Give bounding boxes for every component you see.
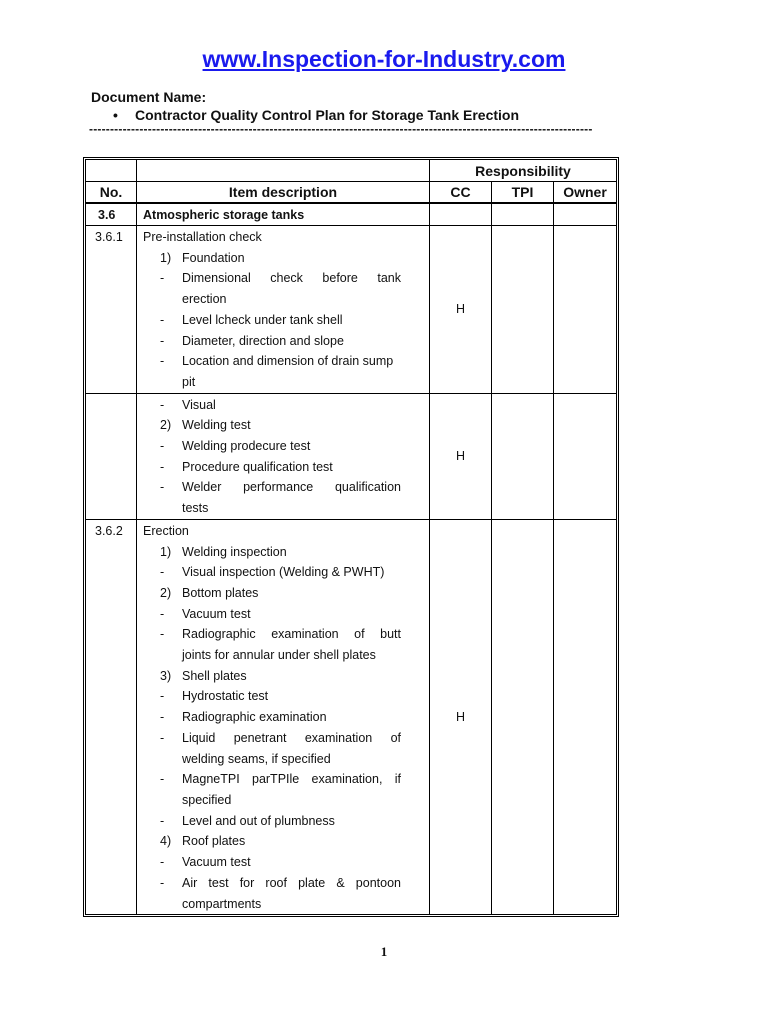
list-marker: - — [160, 689, 165, 704]
list-item-text: Bottom plates — [182, 585, 259, 600]
list-marker: 2) — [160, 418, 172, 433]
description-line: Erection — [143, 523, 189, 538]
responsibility-header: Responsibility — [430, 160, 616, 182]
list-item-text: Welder performance qualification — [182, 480, 401, 495]
description-line — [143, 728, 401, 749]
list-item-text: Radiographic examination — [182, 710, 327, 725]
table-row — [86, 394, 616, 520]
list-marker: - — [160, 875, 165, 890]
tpi-value — [492, 394, 554, 520]
list-item-text: Visual inspection (Welding & PWHT) — [182, 565, 385, 580]
list-marker: - — [160, 459, 165, 474]
table-row — [86, 226, 616, 394]
list-item-text: Air test for roof plate & pontoon — [182, 875, 401, 890]
description-line — [143, 562, 401, 583]
list-item-text: Hydrostatic test — [182, 689, 269, 704]
description-line — [143, 351, 401, 372]
section-tpi — [492, 204, 554, 226]
tpi-value — [492, 520, 554, 914]
list-marker: - — [160, 855, 165, 870]
description-line — [143, 811, 401, 832]
column-header-no: No. — [86, 182, 137, 204]
document-name-label: Document Name: — [91, 89, 207, 105]
list-marker: 1) — [160, 544, 172, 559]
list-marker: - — [160, 271, 165, 286]
separator-line: ------------------------------------------------------------------------------------------------------------------------ — [89, 122, 593, 136]
list-item-text: Roof plates — [182, 834, 246, 849]
list-item-text: Visual — [182, 397, 216, 412]
description-line — [143, 707, 401, 728]
section-number: 3.6 — [86, 204, 137, 226]
bullet-icon: • — [113, 107, 118, 123]
list-item-text: MagneTPI parTPIle examination, if — [182, 772, 401, 787]
description-line — [143, 268, 401, 289]
list-marker: 4) — [160, 834, 172, 849]
description-line: tests — [182, 501, 209, 516]
list-marker: - — [160, 730, 165, 745]
list-item-text: Dimensional check before tank — [182, 271, 401, 286]
tpi-value — [492, 226, 554, 394]
list-item-text: Foundation — [182, 250, 245, 265]
list-marker: 1) — [160, 250, 172, 265]
section-owner — [554, 204, 616, 226]
description-line: Pre-installation check — [143, 230, 262, 244]
description-line — [143, 624, 401, 645]
description-line — [143, 873, 401, 894]
description-line — [143, 310, 401, 331]
header-blank-item — [137, 160, 430, 182]
list-marker: 2) — [160, 585, 172, 600]
item-description — [137, 520, 430, 914]
list-item-text: Welding test — [182, 418, 251, 433]
document-name — [113, 107, 519, 123]
description-line — [143, 248, 401, 269]
quality-control-table — [83, 157, 619, 917]
section-row — [86, 204, 616, 226]
item-number — [86, 394, 137, 520]
description-line — [143, 477, 401, 498]
description-line — [143, 583, 401, 604]
header-row-columns — [86, 182, 616, 204]
column-header-cc: CC — [430, 182, 492, 204]
list-marker: - — [160, 333, 165, 348]
list-marker: - — [160, 312, 165, 327]
list-item-text: Procedure qualification test — [182, 459, 333, 474]
description-line: specified — [182, 792, 232, 807]
column-header-owner: Owner — [554, 182, 616, 204]
item-description — [137, 226, 430, 394]
list-item-text: Diameter, direction and slope — [182, 333, 344, 348]
column-header-tpi: TPI — [492, 182, 554, 204]
list-item-text: Welding prodecure test — [182, 439, 311, 454]
section-title: Atmospheric storage tanks — [137, 204, 430, 226]
description-line: pit — [182, 374, 196, 389]
description-line — [143, 415, 401, 436]
item-description — [137, 394, 430, 520]
column-header-item-description: Item description — [137, 182, 430, 204]
list-marker: - — [160, 397, 165, 412]
item-number: 3.6.2 — [86, 520, 137, 914]
description-line — [143, 395, 401, 416]
list-item-text: Radiographic examination of butt — [182, 627, 401, 642]
website-link[interactable]: www.Inspection-for-Industry.com — [202, 46, 566, 72]
list-item-text: Vacuum test — [182, 855, 251, 870]
list-marker: - — [160, 813, 165, 828]
list-marker: - — [160, 439, 165, 454]
owner-value — [554, 226, 616, 394]
description-line — [143, 666, 401, 687]
item-number: 3.6.1 — [86, 226, 137, 394]
description-line — [143, 542, 401, 563]
description-line — [143, 457, 401, 478]
description-line — [143, 604, 401, 625]
quality-control-table-container — [83, 157, 619, 917]
description-line: erection — [182, 292, 227, 307]
list-marker: 3) — [160, 668, 172, 683]
description-line — [143, 331, 401, 352]
list-item-text: Level lcheck under tank shell — [182, 312, 343, 327]
owner-value — [554, 520, 616, 914]
list-item-text: Vacuum test — [182, 606, 251, 621]
description-line — [143, 436, 401, 457]
cc-value: H — [430, 520, 492, 914]
list-marker: - — [160, 565, 165, 580]
list-item-text: Welding inspection — [182, 544, 287, 559]
description-line: compartments — [182, 896, 262, 911]
owner-value — [554, 394, 616, 520]
list-item-text: Level and out of plumbness — [182, 813, 335, 828]
list-marker: - — [160, 354, 165, 369]
list-item-text: Location and dimension of drain sump — [182, 354, 394, 369]
page-number: 1 — [380, 944, 388, 959]
list-item-text: Liquid penetrant examination of — [182, 730, 401, 745]
section-cc — [430, 204, 492, 226]
cc-value: H — [430, 394, 492, 520]
list-marker: - — [160, 606, 165, 621]
list-marker: - — [160, 710, 165, 725]
table-row — [86, 520, 616, 914]
description-line: welding seams, if specified — [182, 751, 331, 766]
description-line — [143, 686, 401, 707]
description-line — [143, 831, 401, 852]
list-item-text: Shell plates — [182, 668, 247, 683]
list-marker: - — [160, 627, 165, 642]
description-line: joints for annular under shell plates — [182, 648, 376, 663]
description-line — [143, 852, 401, 873]
header-row-responsibility — [86, 160, 616, 182]
list-marker: - — [160, 480, 165, 495]
header-blank-no — [86, 160, 137, 182]
list-marker: - — [160, 772, 165, 787]
cc-value: H — [430, 226, 492, 394]
description-line — [143, 769, 401, 790]
document-name-text: Contractor Quality Control Plan for Storage Tank Erection — [135, 107, 520, 123]
